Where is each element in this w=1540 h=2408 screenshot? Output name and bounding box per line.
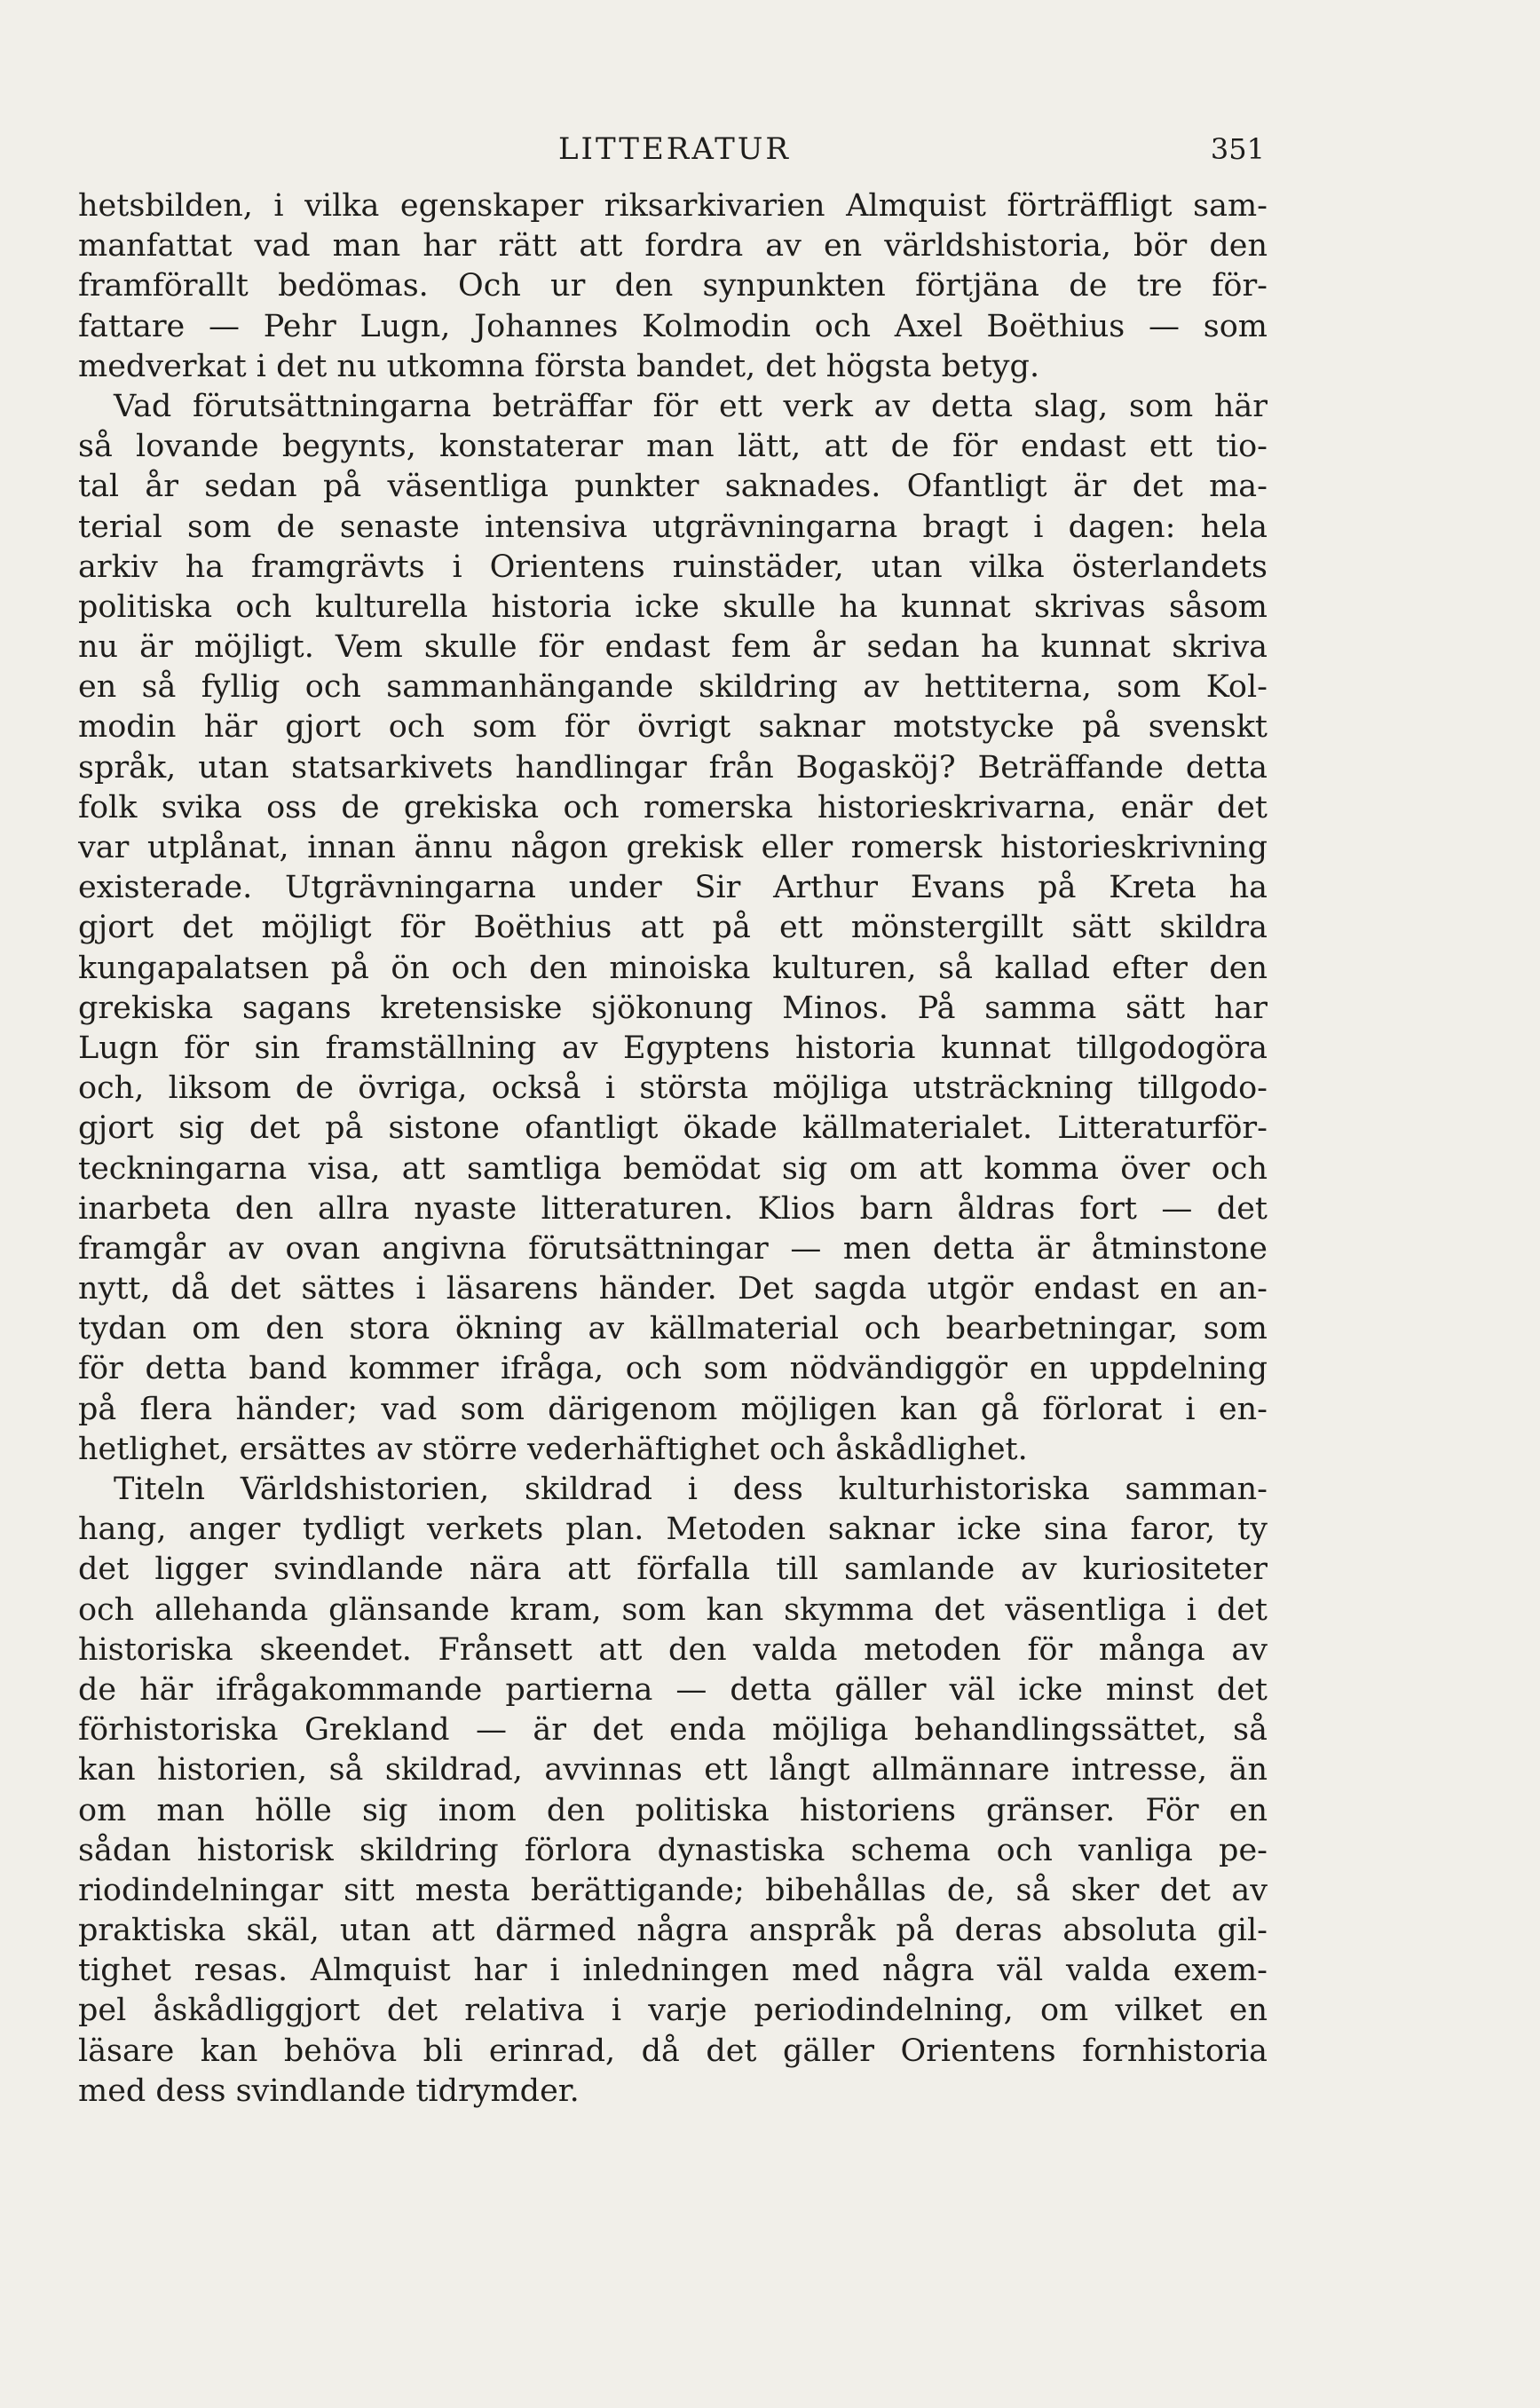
text-line: existerade. Utgrävningarna under Sir Arthur Evans på Kreta ha bbox=[78, 870, 1268, 906]
text-line: teckningarna visa, att samtliga bemödat sig om att komma över och bbox=[78, 1150, 1268, 1187]
text-line: hetsbilden, i vilka egenskaper riksarkivarien Almquist förträffligt sam- bbox=[78, 188, 1268, 224]
text-line: för detta band kommer ifråga, och som nödvändiggör en uppdelning bbox=[78, 1351, 1268, 1387]
text-line: sådan historisk skildring förlora dynastiska schema och vanliga pe- bbox=[78, 1832, 1268, 1868]
text-line: grekiska sagans kretensiske sjökonung Minos. På samma sätt har bbox=[78, 990, 1268, 1026]
text-line: och allehanda glänsande kram, som kan skymma det väsentliga i det bbox=[78, 1591, 1268, 1628]
text-line: kan historien, så skildrad, avvinnas ett långt allmännare intresse, än bbox=[78, 1752, 1268, 1788]
text-line: inarbeta den allra nyaste litteraturen. Klios barn åldras fort — det bbox=[78, 1190, 1268, 1227]
text-line: praktiska skäl, utan att därmed några anspråk på deras absoluta gil- bbox=[78, 1913, 1268, 1949]
text-line: terial som de senaste intensiva utgrävningarna bragt i dagen: hela bbox=[78, 509, 1268, 545]
text-line: och, liksom de övriga, också i största möjliga utsträckning tillgodo- bbox=[78, 1070, 1268, 1107]
text-line: förhistoriska Grekland — är det enda möjliga behandlingssättet, så bbox=[78, 1712, 1268, 1749]
text-line: manfattat vad man har rätt att fordra av en världshistoria, bör den bbox=[78, 228, 1268, 264]
text-line: var utplånat, innan ännu någon grekisk eller romersk historieskrivning bbox=[78, 830, 1268, 865]
text-line: de här ifrågakommande partierna — detta gäller väl icke minst det bbox=[78, 1671, 1268, 1708]
text-line: tydan om den stora ökning av källmaterial och bearbetningar, som bbox=[78, 1311, 1268, 1347]
text-line: kungapalatsen på ön och den minoiska kulturen, så kallad efter den bbox=[78, 950, 1268, 986]
text-line: på flera händer; vad som därigenom möjligen kan gå förlorat i en- bbox=[78, 1391, 1268, 1427]
text-line: Titeln Världshistorien, skildrad i dess kulturhistoriska samman- bbox=[114, 1472, 1268, 1507]
text-line: arkiv ha framgrävts i Orientens ruinstäder, utan vilka österlandets bbox=[78, 549, 1268, 585]
body-text bbox=[78, 186, 1268, 2112]
page-header-title: LITTERATUR bbox=[557, 131, 792, 167]
text-line: nu är möjligt. Vem skulle för endast fem år sedan ha kunnat skriva bbox=[78, 629, 1268, 666]
text-line: nytt, då det sättes i läsarens händer. Det sagda utgör endast en an- bbox=[78, 1271, 1268, 1307]
text-line: Lugn för sin framställning av Egyptens historia kunnat tillgodogöra bbox=[78, 1030, 1268, 1066]
text-line: historiska skeendet. Frånsett att den valda metoden för många av bbox=[78, 1631, 1268, 1668]
running-head bbox=[84, 131, 1265, 176]
text-line: pel åskådliggjort det relativa i varje periodindelning, om vilket en bbox=[78, 1993, 1268, 2029]
text-line: framgår av ovan angivna förutsättningar — men detta är åtminstone bbox=[78, 1230, 1268, 1267]
text-line: gjort det möjligt för Boëthius att på ett mönstergillt sätt skildra bbox=[78, 910, 1268, 946]
page-number: 351 bbox=[1210, 132, 1265, 166]
text-line: hetlighet, ersättes av större vederhäftighet och åskådlighet. bbox=[78, 1431, 1028, 1467]
text-line: så lovande begynts, konstaterar man lätt, att de för endast ett tio- bbox=[78, 429, 1268, 465]
text-line: folk svika oss de grekiska och romerska historieskrivarna, enär det bbox=[78, 789, 1268, 825]
text-line: om man hölle sig inom den politiska historiens gränser. För en bbox=[78, 1792, 1268, 1828]
text-line: det ligger svindlande nära att förfalla till samlande av kuriositeter bbox=[78, 1551, 1268, 1588]
text-line: framförallt bedömas. Och ur den synpunkten förtjäna de tre för- bbox=[78, 268, 1268, 304]
text-line: riodindelningar sitt mesta berättigande; bibehållas de, så sker det av bbox=[78, 1872, 1268, 1908]
text-line: tal år sedan på väsentliga punkter saknades. Ofantligt är det ma- bbox=[78, 469, 1268, 505]
text-line: hang, anger tydligt verkets plan. Metoden saknar icke sina faror, ty bbox=[78, 1512, 1268, 1548]
text-line: modin här gjort och som för övrigt saknar motstycke på svenskt bbox=[78, 709, 1268, 746]
text-line: tighet resas. Almquist har i inledningen med några väl valda exem- bbox=[78, 1953, 1268, 1989]
text-line: gjort sig det på sistone ofantligt ökade källmaterialet. Litteraturför- bbox=[78, 1110, 1268, 1147]
text-line: fattare — Pehr Lugn, Johannes Kolmodin och Axel Boëthius — som bbox=[78, 308, 1268, 344]
text-line: Vad förutsättningarna beträffar för ett verk av detta slag, som här bbox=[114, 388, 1268, 424]
text-line: en så fyllig och sammanhängande skildring av hettiterna, som Kol- bbox=[78, 669, 1268, 706]
text-line: med dess svindlande tidrymder. bbox=[78, 2072, 580, 2109]
text-line: politiska och kulturella historia icke skulle ha kunnat skrivas såsom bbox=[78, 588, 1268, 625]
text-line: språk, utan statsarkivets handlingar från Bogasköj? Beträffande detta bbox=[78, 749, 1268, 786]
text-line: läsare kan behöva bli erinrad, då det gäller Orientens fornhistoria bbox=[78, 2033, 1268, 2069]
text-line: medverkat i det nu utkomna första bandet, det högsta betyg. bbox=[78, 348, 1040, 384]
